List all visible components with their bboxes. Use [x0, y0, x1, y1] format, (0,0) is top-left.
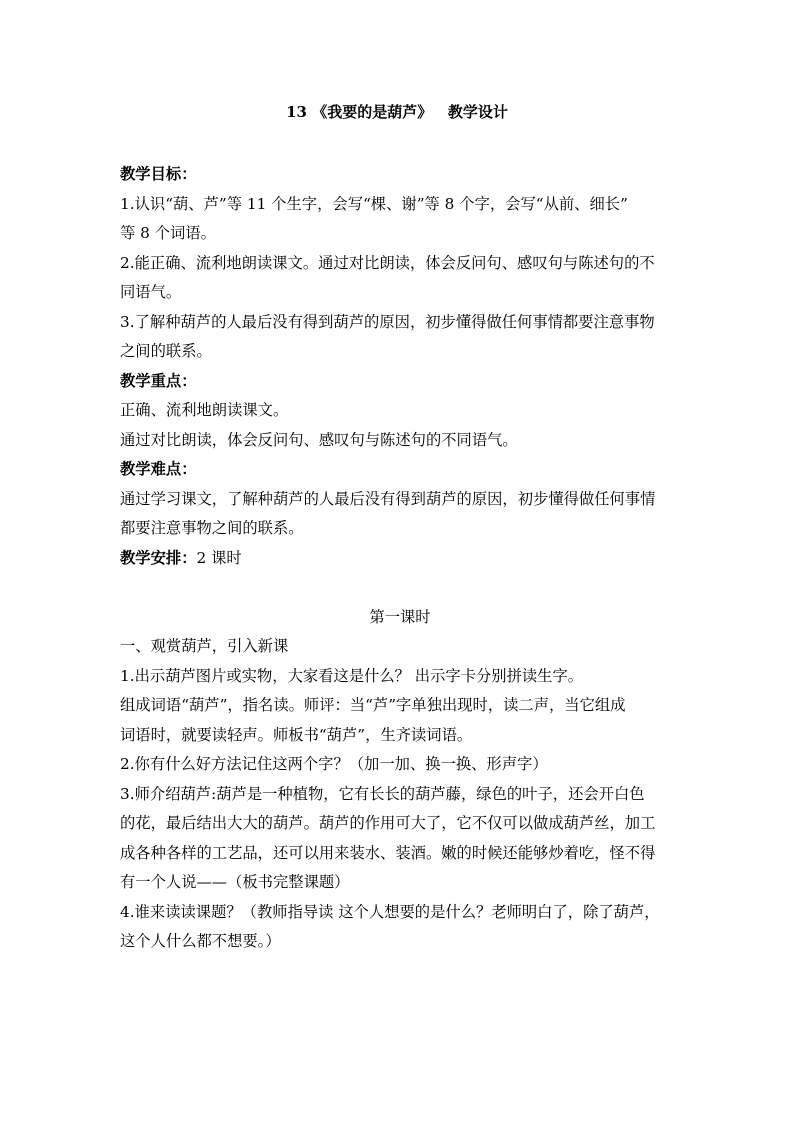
arrangement-value: 2 课时 [196, 548, 242, 567]
step-1-line-2: 组成词语“葫芦”，指名读。师评：当“芦”字单独出现时，读二声，当它组成 [120, 696, 626, 714]
section-1-heading: 一、观赏葫芦，引入新课 [120, 637, 289, 655]
difficulty-heading: 教学难点： [120, 460, 197, 478]
step-4-line-2: 这个人什么都不想要。） [120, 932, 281, 950]
step-3-line-3: 成各种各样的工艺品，还可以用来装水、装酒。嫩的时候还能够炒着吃，怪不得 [120, 843, 656, 862]
key-point-line-2: 通过对比朗读，体会反问句、感叹句与陈述句的不同语气。 [120, 430, 518, 449]
goal-1-line-2: 等 8 个词语。 [120, 224, 216, 242]
spacer [120, 573, 680, 603]
step-1-line-3: 词语时，就要读轻声。师板书“葫芦”，生齐读词语。 [120, 725, 473, 744]
goals-heading: 教学目标： [120, 165, 197, 183]
arrangement-line [120, 544, 680, 574]
arrangement-label: 教学安排： [120, 548, 197, 567]
goal-3-line-2: 之间的联系。 [120, 342, 212, 360]
step-1-line-1: 1.出示葫芦图片或实物，大家看这是什么？ 出示字卡分别拼读生字。 [120, 666, 584, 685]
step-4-line-1: 4.谁来读读课题？（教师指导读 这个人想要的是什么？老师明白了，除了葫芦， [120, 902, 660, 921]
document-title: 13 《我要的是葫芦》 教学设计 [286, 103, 508, 121]
difficulty-line-1: 通过学习课文，了解种葫芦的人最后没有得到葫芦的原因，初步懂得做任何事情 [120, 489, 656, 508]
key-points-heading: 教学重点： [120, 371, 197, 390]
step-3-line-2: 的花，最后结出大大的葫芦。葫芦的作用可大了，它不仅可以做成葫芦丝，加工 [120, 814, 656, 832]
step-3-line-4: 有一个人说——（板书完整课题） [120, 873, 350, 891]
lesson-heading: 第一课时 [369, 607, 431, 626]
step-2-line-1: 2.你有什么好方法记住这两个字？（加一加、换一换、形声字） [120, 755, 548, 773]
step-3-line-1: 3.师介绍葫芦:葫芦是一种植物，它有长长的葫芦藤，绿色的叶子，还会开白色 [120, 784, 645, 803]
document-body [120, 160, 680, 957]
key-point-line-1: 正确、流利地朗读课文。 [120, 401, 289, 419]
goal-1-line-1: 1.认识“葫、芦”等 11 个生字，会写“棵、谢”等 8 个字，会写“从前、细长” [120, 194, 628, 213]
goal-3-line-1: 3.了解种葫芦的人最后没有得到葫芦的原因，初步懂得做任何事情都要注意事物 [120, 312, 655, 331]
goal-2-line-2: 同语气。 [120, 283, 182, 301]
goal-2-line-1: 2.能正确、流利地朗读课文。通过对比朗读，体会反问句、感叹句与陈述句的不 [120, 253, 655, 272]
difficulty-line-2: 都要注意事物之间的联系。 [120, 519, 304, 537]
